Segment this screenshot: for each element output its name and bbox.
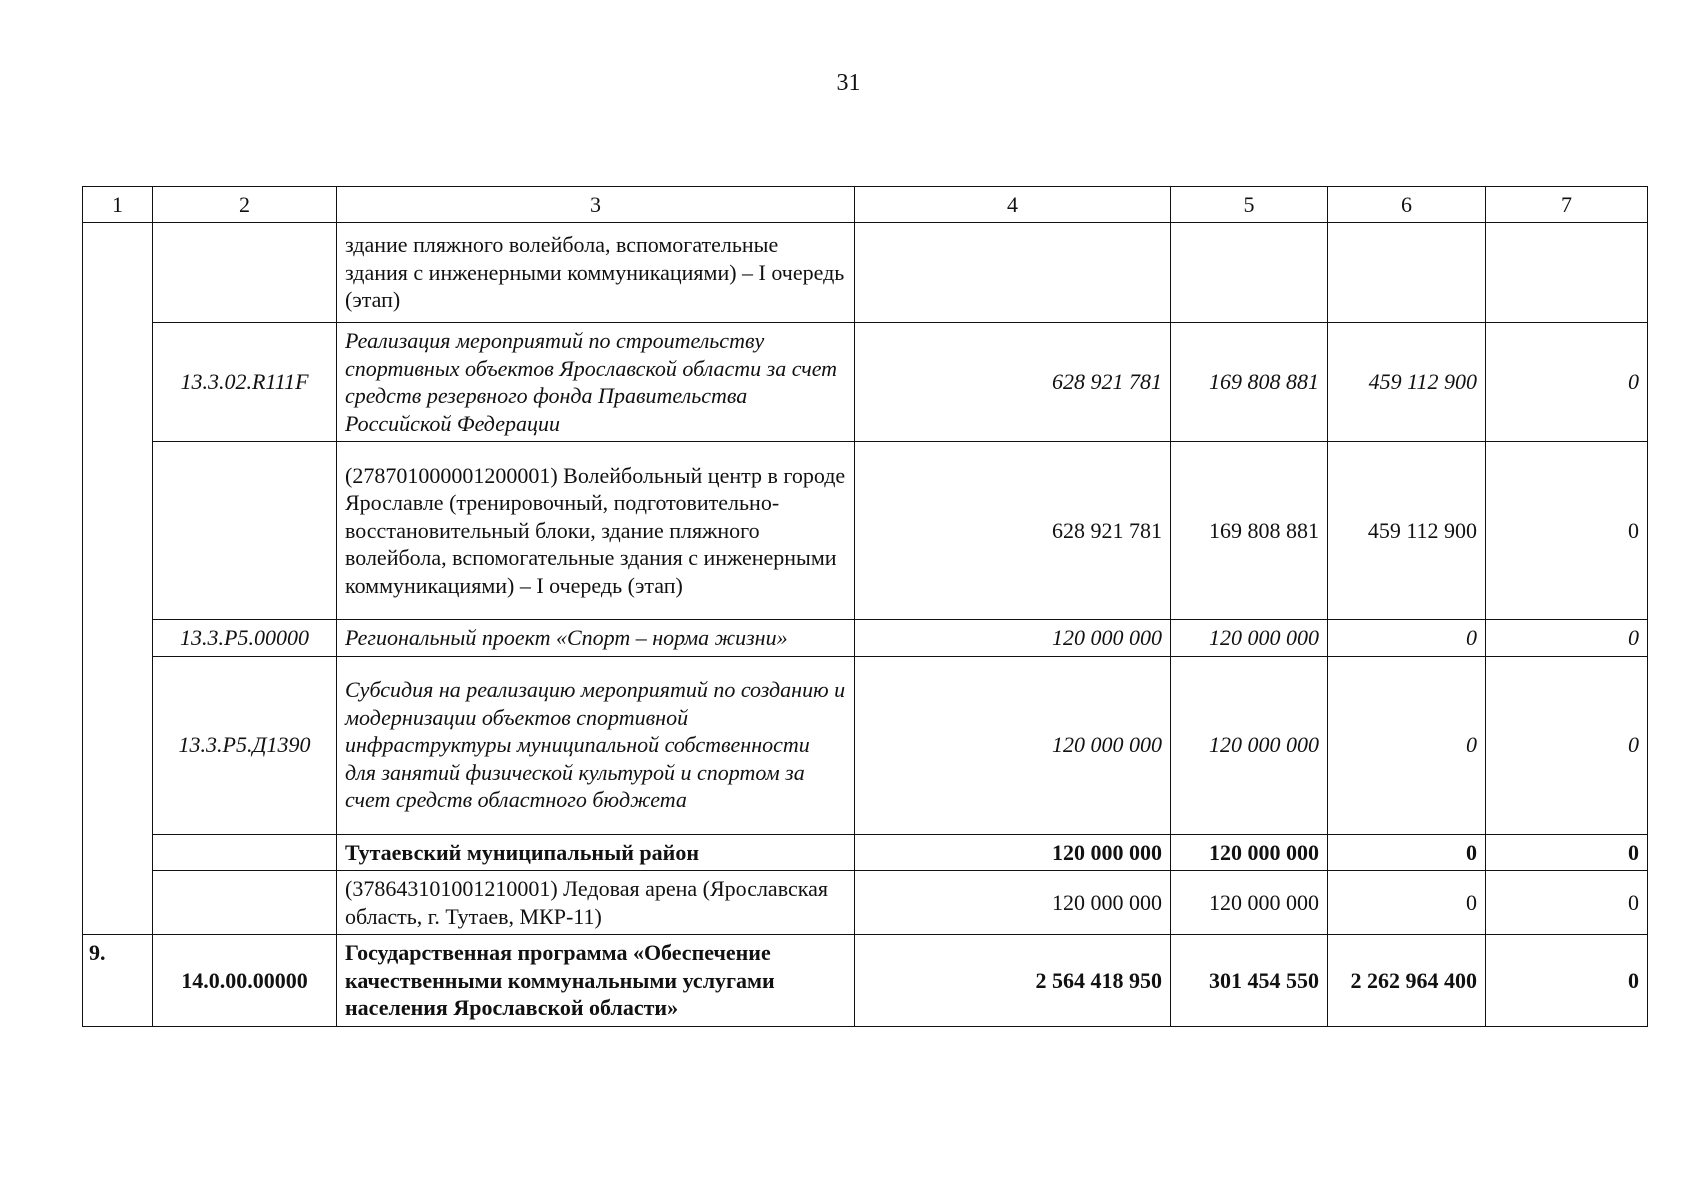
name-cell: Субсидия на реализацию мероприятий по созданию и модернизации объектов спортивной инфраструктуры муниципальной собственности для занятий физической культурой и спортом за счет средств областного бюджета [337, 656, 855, 834]
row-number-cell [83, 223, 153, 935]
amount-cell: 120 000 000 [1171, 620, 1328, 657]
code-cell [153, 223, 337, 323]
header-row [83, 187, 1648, 223]
code-cell [153, 442, 337, 620]
row-number-cell: 9. [83, 935, 153, 1027]
table-row [83, 620, 1648, 657]
name-cell: здание пляжного волейбола, вспомогательные здания с инженерными коммуникациями) – I очередь (этап) [337, 223, 855, 323]
amount-cell [855, 223, 1171, 323]
column-header: 7 [1486, 187, 1648, 223]
amount-cell: 120 000 000 [855, 620, 1171, 657]
amount-cell [1486, 223, 1648, 323]
amount-cell: 0 [1328, 871, 1486, 935]
amount-cell: 0 [1486, 620, 1648, 657]
column-header: 2 [153, 187, 337, 223]
amount-cell [1328, 223, 1486, 323]
name-cell: (278701000001200001) Волейбольный центр в городе Ярославле (тренировочный, подготовительно-восстановительный блоки, здание пляжного волейбола, вспомогательные здания с инженерными коммуникациями) – I очередь (этап) [337, 442, 855, 620]
code-cell: 13.3.02.R111F [153, 323, 337, 442]
amount-cell: 628 921 781 [855, 442, 1171, 620]
code-cell: 13.3.P5.Д1390 [153, 656, 337, 834]
column-header: 6 [1328, 187, 1486, 223]
amount-cell: 0 [1328, 620, 1486, 657]
amount-cell: 2 564 418 950 [855, 935, 1171, 1027]
column-header: 1 [83, 187, 153, 223]
column-header: 5 [1171, 187, 1328, 223]
amount-cell: 0 [1486, 935, 1648, 1027]
budget-table [82, 186, 1648, 1027]
table-row [83, 871, 1648, 935]
table-row [83, 323, 1648, 442]
code-cell [153, 834, 337, 871]
table-row [83, 656, 1648, 834]
amount-cell: 0 [1328, 656, 1486, 834]
amount-cell: 120 000 000 [855, 871, 1171, 935]
code-cell: 14.0.00.00000 [153, 935, 337, 1027]
amount-cell: 120 000 000 [855, 656, 1171, 834]
amount-cell: 0 [1328, 834, 1486, 871]
amount-cell: 459 112 900 [1328, 442, 1486, 620]
name-cell: Тутаевский муниципальный район [337, 834, 855, 871]
amount-cell: 459 112 900 [1328, 323, 1486, 442]
amount-cell: 628 921 781 [855, 323, 1171, 442]
column-header: 3 [337, 187, 855, 223]
code-cell: 13.3.P5.00000 [153, 620, 337, 657]
name-cell: Реализация мероприятий по строительству спортивных объектов Ярославской области за счет средств резервного фонда Правительства Российской Федерации [337, 323, 855, 442]
name-cell: (378643101001210001) Ледовая арена (Ярославская область, г. Тутаев, МКР-11) [337, 871, 855, 935]
amount-cell [1171, 223, 1328, 323]
amount-cell: 0 [1486, 442, 1648, 620]
amount-cell: 0 [1486, 871, 1648, 935]
code-cell [153, 871, 337, 935]
name-cell: Региональный проект «Спорт – норма жизни» [337, 620, 855, 657]
amount-cell: 120 000 000 [855, 834, 1171, 871]
name-cell: Государственная программа «Обеспечение качественными коммунальными услугами населения Ярославской области» [337, 935, 855, 1027]
amount-cell: 2 262 964 400 [1328, 935, 1486, 1027]
table-row [83, 834, 1648, 871]
amount-cell: 0 [1486, 323, 1648, 442]
amount-cell: 120 000 000 [1171, 656, 1328, 834]
amount-cell: 169 808 881 [1171, 442, 1328, 620]
column-header: 4 [855, 187, 1171, 223]
table-row [83, 935, 1648, 1027]
page-number: 31 [836, 70, 861, 96]
amount-cell: 120 000 000 [1171, 834, 1328, 871]
amount-cell: 169 808 881 [1171, 323, 1328, 442]
table-row [83, 442, 1648, 620]
amount-cell: 120 000 000 [1171, 871, 1328, 935]
amount-cell: 0 [1486, 834, 1648, 871]
table-row [83, 223, 1648, 323]
amount-cell: 0 [1486, 656, 1648, 834]
amount-cell: 301 454 550 [1171, 935, 1328, 1027]
